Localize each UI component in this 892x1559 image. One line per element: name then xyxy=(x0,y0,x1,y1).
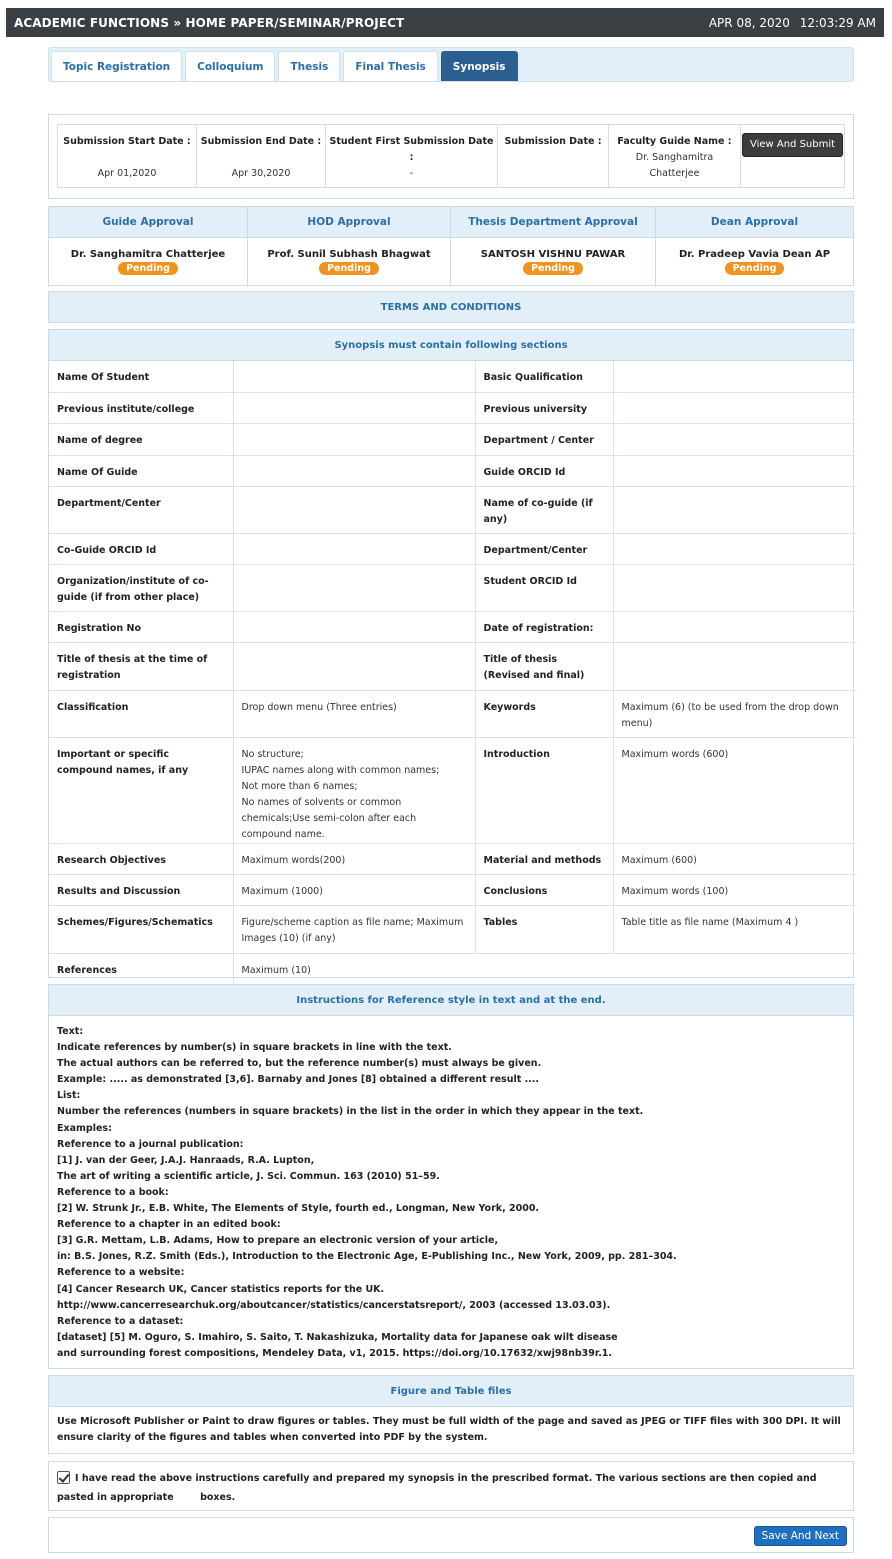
figure-table-files-panel xyxy=(48,1375,854,1454)
table-row xyxy=(49,533,855,564)
figure-table-text: Use Microsoft Publisher or Paint to draw figures or tables. They must be full width of the page and saved as JPEG or TIFF files with 300 DPI. It will ensure clarity of the figures and tables when converted into PDF by the system. xyxy=(57,1416,841,1443)
section-value xyxy=(613,392,855,423)
instruction-line: and surrounding forest compositions, Mendeley Data, v1, 2015. https://doi.org/10.17632/xwj98nb39r.1. xyxy=(57,1347,613,1359)
section-value xyxy=(233,392,475,423)
section-value: Maximum (6) (to be used from the drop down menu) xyxy=(613,690,855,737)
section-label: Important or specific compound names, if any xyxy=(49,737,233,843)
faculty-guide-value: Dr. Sanghamitra Chatterjee xyxy=(635,152,714,179)
instruction-line: List: xyxy=(57,1090,81,1102)
instruction-line: [4] Cancer Research UK, Cancer statistics reports for the UK. xyxy=(57,1283,385,1295)
instruction-line: [2] W. Strunk Jr., E.B. White, The Elements of Style, fourth ed., Longman, New York, 2000. xyxy=(57,1203,540,1215)
reference-instructions-body xyxy=(49,1016,853,1370)
view-and-submit-button[interactable]: View And Submit xyxy=(742,133,843,157)
first-submission-label: Student First Submission Date xyxy=(329,136,494,147)
table-row xyxy=(49,953,855,984)
table-row xyxy=(49,392,855,423)
instruction-line: Example: ..... as demonstrated [3,6]. Barnaby and Jones [8] obtained a different result .... xyxy=(57,1074,540,1086)
hod-approval-name: Prof. Sunil Subhash Bhagwat xyxy=(267,249,431,260)
section-label: Student ORCID Id xyxy=(475,564,613,611)
section-label: Results and Discussion xyxy=(49,874,233,905)
section-label: Material and methods xyxy=(475,843,613,874)
instruction-line: Reference to a journal publication: xyxy=(57,1138,244,1150)
section-label: Department / Center xyxy=(475,423,613,455)
table-row xyxy=(49,611,855,642)
section-label: Date of registration: xyxy=(475,611,613,642)
submission-start-value: Apr 01,2020 xyxy=(97,168,157,179)
submission-date-cell xyxy=(498,125,609,187)
terms-heading: TERMS AND CONDITIONS xyxy=(48,291,854,323)
submission-info xyxy=(57,124,845,188)
instruction-line: http://www.cancerresearchuk.org/aboutcancer/statistics/cancerstatsreport/, 2003 (accessed 13.03.03). xyxy=(57,1299,611,1311)
dean-status-badge: Pending xyxy=(725,262,785,275)
save-and-next-button[interactable]: Save And Next xyxy=(754,1526,847,1546)
section-label: Organization/institute of co-guide (if from other place) xyxy=(49,564,233,611)
synopsis-heading: Synopsis must contain following sections xyxy=(49,330,853,361)
section-value: Maximum words (600) xyxy=(613,737,855,843)
section-value: Figure/scheme caption as file name; Maximum Images (10) (if any) xyxy=(233,905,475,953)
table-row xyxy=(49,737,855,843)
tab-thesis[interactable]: Thesis xyxy=(278,51,340,81)
synopsis-sections-panel xyxy=(48,329,854,978)
section-value: No structure; IUPAC names along with common names; Not more than 6 names; No names of solvents or common chemicals;Use semi-colon after each compound name. xyxy=(233,737,475,843)
thesis-dept-approval xyxy=(451,207,656,285)
section-label: Name of degree xyxy=(49,423,233,455)
section-value xyxy=(233,486,475,533)
instruction-line: The actual authors can be referred to, but the reference number(s) must always be given. xyxy=(57,1058,542,1070)
submission-start-cell xyxy=(58,125,197,187)
section-label: Introduction xyxy=(475,737,613,843)
section-value xyxy=(233,642,475,690)
instruction-line: Reference to a dataset: xyxy=(57,1315,184,1327)
table-row xyxy=(49,642,855,690)
section-value: Table title as file name (Maximum 4 ) xyxy=(613,905,855,953)
instruction-line: [1] J. van der Geer, J.A.J. Hanraads, R.A. Lupton, xyxy=(57,1154,315,1166)
table-row xyxy=(49,361,855,392)
current-time: 12:03:29 AM xyxy=(799,15,876,30)
section-label: Title of thesis (Revised and final) xyxy=(475,642,613,690)
agreement-panel xyxy=(48,1461,854,1511)
instruction-line: Text: xyxy=(57,1026,84,1037)
section-label: Registration No xyxy=(49,611,233,642)
instruction-line: Number the references (numbers in square brackets) in the list in the order in which they appear in the text. xyxy=(57,1106,644,1118)
section-value xyxy=(613,361,855,392)
section-label: Classification xyxy=(49,690,233,737)
guide-approval xyxy=(49,207,248,285)
instruction-line: Reference to a chapter in an edited book: xyxy=(57,1219,281,1231)
table-row xyxy=(49,564,855,611)
section-label: References xyxy=(49,953,233,984)
thesis-dept-approval-name: SANTOSH VISHNU PAWAR xyxy=(480,249,626,260)
table-row xyxy=(49,905,855,953)
submission-start-label: Submission Start Date : xyxy=(63,136,191,147)
hod-approval xyxy=(248,207,451,285)
section-value xyxy=(613,423,855,455)
hod-status-badge: Pending xyxy=(319,262,379,275)
section-label: Name Of Student xyxy=(49,361,233,392)
section-value xyxy=(233,455,475,486)
section-value: Maximum (1000) xyxy=(233,874,475,905)
thesis-dept-status-badge: Pending xyxy=(523,262,583,275)
synopsis-table xyxy=(49,361,855,985)
submission-end-label: Submission End Date : xyxy=(200,136,322,147)
first-submission-cell xyxy=(326,125,498,187)
instruction-line: Reference to a website: xyxy=(57,1267,185,1279)
agreement-text: I have read the above instructions carefully and prepared my synopsis in the prescribed format. The various sections are then copied and pasted in appropriate boxes. xyxy=(57,1473,820,1503)
dean-approval-heading: Dean Approval xyxy=(656,207,853,238)
section-label: Basic Qualification xyxy=(475,361,613,392)
guide-approval-name: Dr. Sanghamitra Chatterjee xyxy=(70,249,226,260)
section-value xyxy=(613,611,855,642)
instruction-line: Examples: xyxy=(57,1122,112,1134)
section-value xyxy=(613,642,855,690)
first-submission-colon: : xyxy=(409,152,414,163)
table-row xyxy=(49,423,855,455)
guide-status-badge: Pending xyxy=(118,262,178,275)
instruction-line: [3] G.R. Mettam, L.B. Adams, How to prepare an electronic version of your article, xyxy=(57,1235,499,1247)
table-row xyxy=(49,843,855,874)
section-label: Co-Guide ORCID Id xyxy=(49,533,233,564)
section-value xyxy=(233,564,475,611)
table-row xyxy=(49,690,855,737)
instruction-line: [dataset] [5] M. Oguro, S. Imahiro, S. Saito, T. Nakashizuka, Mortality data for Japanese oak wilt disease xyxy=(57,1331,618,1343)
section-value xyxy=(613,455,855,486)
instruction-line: in: B.S. Jones, R.Z. Smith (Eds.), Introduction to the Electronic Age, E-Publishing Inc., New York, 2009, pp. 281–304. xyxy=(57,1251,677,1263)
page-header xyxy=(6,8,884,37)
instruction-line: Reference to a book: xyxy=(57,1186,169,1198)
section-value: Maximum (10) xyxy=(233,953,855,984)
section-value xyxy=(233,423,475,455)
dean-approval xyxy=(656,207,853,285)
submission-end-cell xyxy=(197,125,326,187)
section-label: Title of thesis at the time of registration xyxy=(49,642,233,690)
agreement-checkbox[interactable] xyxy=(57,1471,70,1484)
section-value xyxy=(613,533,855,564)
thesis-dept-approval-heading: Thesis Department Approval xyxy=(451,207,655,238)
reference-instructions-heading: Instructions for Reference style in text and at the end. xyxy=(49,985,853,1016)
section-label: Research Objectives xyxy=(49,843,233,874)
section-label: Previous institute/college xyxy=(49,392,233,423)
section-value: Maximum words (100) xyxy=(613,874,855,905)
submission-panel xyxy=(48,114,854,199)
submission-end-value: Apr 30,2020 xyxy=(231,168,291,179)
save-panel xyxy=(48,1517,854,1553)
instruction-line: Indicate references by number(s) in square brackets in line with the text. xyxy=(57,1042,452,1054)
tab-topic-registration[interactable]: Topic Registration xyxy=(51,51,182,81)
section-label: Tables xyxy=(475,905,613,953)
tab-bar xyxy=(48,47,854,82)
current-date: APR 08, 2020 xyxy=(708,15,790,30)
page-title: ACADEMIC FUNCTIONS » HOME PAPER/SEMINAR/PROJECT xyxy=(14,15,405,30)
datetime xyxy=(703,16,876,30)
section-label: Keywords xyxy=(475,690,613,737)
section-label: Department/Center xyxy=(49,486,233,533)
faculty-guide-cell xyxy=(609,125,741,187)
section-label: Previous university xyxy=(475,392,613,423)
section-value xyxy=(613,486,855,533)
section-label: Department/Center xyxy=(475,533,613,564)
first-submission-value: - xyxy=(409,168,414,179)
tab-synopsis[interactable]: Synopsis xyxy=(441,51,518,81)
faculty-guide-label: Faculty Guide Name : xyxy=(617,136,732,147)
section-label: Schemes/Figures/Schematics xyxy=(49,905,233,953)
table-row xyxy=(49,874,855,905)
approval-panel xyxy=(48,206,854,286)
submission-date-label: Submission Date : xyxy=(504,136,602,147)
table-row xyxy=(49,455,855,486)
section-label: Name Of Guide xyxy=(49,455,233,486)
section-label: Guide ORCID Id xyxy=(475,455,613,486)
tab-final-thesis[interactable]: Final Thesis xyxy=(343,51,437,81)
dean-approval-name: Dr. Pradeep Vavia Dean AP xyxy=(678,249,831,260)
reference-instructions-panel xyxy=(48,984,854,1369)
view-submit-cell xyxy=(741,125,844,187)
table-row xyxy=(49,486,855,533)
section-value xyxy=(233,533,475,564)
section-value xyxy=(233,611,475,642)
hod-approval-heading: HOD Approval xyxy=(248,207,450,238)
section-value: Drop down menu (Three entries) xyxy=(233,690,475,737)
section-value xyxy=(613,564,855,611)
figure-table-heading: Figure and Table files xyxy=(49,1376,853,1407)
instruction-line: The art of writing a scientific article, J. Sci. Commun. 163 (2010) 51–59. xyxy=(57,1170,440,1182)
tab-colloquium[interactable]: Colloquium xyxy=(185,51,275,81)
section-value xyxy=(233,361,475,392)
section-label: Conclusions xyxy=(475,874,613,905)
section-value: Maximum (600) xyxy=(613,843,855,874)
guide-approval-heading: Guide Approval xyxy=(49,207,247,238)
section-value: Maximum words(200) xyxy=(233,843,475,874)
section-label: Name of co-guide (if any) xyxy=(475,486,613,533)
